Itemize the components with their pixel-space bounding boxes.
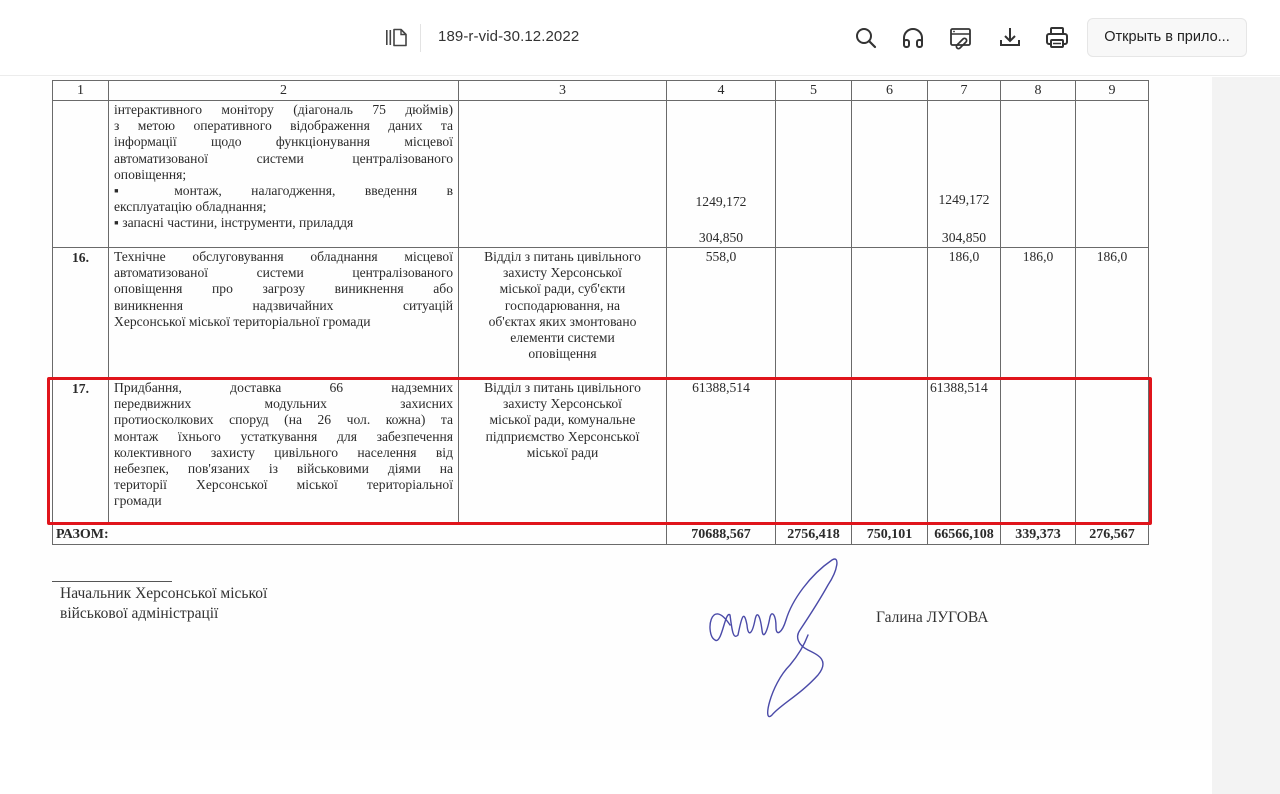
row-col4: 61388,514 — [667, 379, 776, 523]
executor-line: захисту Херсонської — [503, 265, 622, 281]
row-col5 — [776, 101, 852, 248]
column-header: 3 — [459, 81, 667, 101]
row-col6 — [852, 379, 928, 523]
description-line: з метою оперативного відображення даних та — [114, 118, 453, 134]
budget-table — [52, 80, 1149, 545]
description-line: оповіщення; — [114, 166, 187, 182]
viewer-toolbar — [0, 0, 1280, 76]
description-line: громади — [114, 493, 162, 509]
executor-line: господарювання, на — [504, 297, 621, 313]
row-col7: 186,0 — [928, 248, 1001, 379]
row-col4 — [667, 101, 776, 248]
row-executor — [459, 379, 667, 523]
row-index: 16. — [53, 248, 109, 379]
column-header: 5 — [776, 81, 852, 101]
col4-value: 304,850 — [698, 230, 744, 245]
executor-line: Відділ з питань цивільного — [484, 249, 641, 264]
description-line: протиосколкових споруд (на 26 чол. кожна) та — [114, 412, 453, 428]
row-description — [109, 101, 459, 248]
column-header: 4 — [667, 81, 776, 101]
executor-line: Відділ з питань цивільного — [484, 380, 641, 395]
row-col6 — [852, 101, 928, 248]
column-header: 9 — [1076, 81, 1149, 101]
total-label: РАЗОМ: — [53, 523, 667, 545]
executor-line: об'єктах яких змонтовано — [488, 313, 637, 329]
executor-line: міської ради, комунальне — [489, 412, 636, 428]
description-line: виникнення надзвичайних ситуацій — [114, 297, 453, 313]
description-line: колективного захисту цивільного населення від — [114, 444, 453, 460]
row-col8: 186,0 — [1001, 248, 1076, 379]
signature-rule — [52, 581, 172, 582]
search-icon[interactable] — [853, 25, 879, 51]
total-col8: 339,373 — [1001, 523, 1076, 545]
col7-value: 1249,172 — [938, 192, 990, 207]
toolbar-divider — [420, 24, 421, 52]
row-executor — [459, 248, 667, 379]
table-total-row — [53, 523, 1149, 545]
signatory-name: Галина ЛУГОВА — [876, 609, 989, 626]
column-header: 6 — [852, 81, 928, 101]
row-col4: 558,0 — [667, 248, 776, 379]
table-header-row — [53, 81, 1149, 101]
open-in-app-button[interactable]: Открыть в прило... — [1087, 18, 1247, 57]
row-executor — [459, 101, 667, 248]
executor-line: оповіщення — [528, 346, 597, 362]
executor-line: міської ради — [526, 444, 599, 460]
description-line: автоматизованої системи централізованого — [114, 265, 453, 281]
position-line: військової адміністрації — [60, 605, 219, 622]
edit-link-icon[interactable] — [948, 25, 974, 51]
document-title: 189-r-vid-30.12.2022 — [438, 28, 580, 45]
description-line: Технічне обслуговування обладнання місцевої — [114, 249, 453, 264]
column-header: 7 — [928, 81, 1001, 101]
table-row — [53, 101, 1149, 248]
description-line: оповіщення про загрозу виникнення або — [114, 281, 453, 297]
col4-value: 1249,172 — [695, 194, 747, 209]
executor-line: захисту Херсонської — [503, 396, 622, 412]
column-header: 2 — [109, 81, 459, 101]
description-line: експлуатацію обладнання; — [114, 199, 267, 215]
position-line: Начальник Херсонської міської — [60, 585, 268, 602]
description-line: інтерактивного монітору (діагональ 75 дюймів) — [114, 102, 453, 117]
description-line: передвижних модульних захисних — [114, 396, 453, 412]
row-col7: 61388,514 — [928, 379, 1001, 523]
row-index — [53, 101, 109, 248]
headphones-icon[interactable] — [900, 25, 926, 51]
download-icon[interactable] — [997, 25, 1023, 51]
total-col4: 70688,567 — [667, 523, 776, 545]
signatory-position — [60, 584, 267, 624]
row-col8 — [1001, 379, 1076, 523]
row-col5 — [776, 248, 852, 379]
description-line: монтаж їхнього устаткування для забезпечення — [114, 428, 453, 444]
description-line: небезпек, пов'язаних із військовими діями на — [114, 461, 453, 477]
column-header: 8 — [1001, 81, 1076, 101]
sidebar-document-icon[interactable] — [384, 27, 410, 49]
description-line: ▪ монтаж, налагодження, введення в — [114, 183, 453, 199]
row-col5 — [776, 379, 852, 523]
table-row — [53, 248, 1149, 379]
description-line: території Херсонської міської територіальної — [114, 477, 453, 493]
table-row-highlighted — [53, 379, 1149, 523]
description-line: інформації щодо функціонування місцевої — [114, 134, 453, 150]
description-line: ▪ запасні частини, інструменти, приладдя — [114, 215, 354, 231]
row-col6 — [852, 248, 928, 379]
row-col9: 186,0 — [1076, 248, 1149, 379]
row-description — [109, 248, 459, 379]
executor-line: підприємство Херсонської — [485, 428, 640, 444]
print-icon[interactable] — [1044, 25, 1070, 51]
total-col6: 750,101 — [852, 523, 928, 545]
executor-line: міської ради, суб'єкти — [499, 281, 626, 297]
row-col9 — [1076, 379, 1149, 523]
col7-value: 304,850 — [941, 230, 987, 245]
column-header: 1 — [53, 81, 109, 101]
row-description — [109, 379, 459, 523]
total-col9: 276,567 — [1076, 523, 1149, 545]
row-col9 — [1076, 101, 1149, 248]
description-line: автоматизованої системи централізованого — [114, 150, 453, 166]
row-col8 — [1001, 101, 1076, 248]
description-line: Придбання, доставка 66 надземних — [114, 380, 453, 395]
row-col7 — [928, 101, 1001, 248]
row-index: 17. — [53, 379, 109, 523]
total-col7: 66566,108 — [928, 523, 1001, 545]
total-col5: 2756,418 — [776, 523, 852, 545]
description-line: Херсонської міської територіальної громади — [114, 313, 371, 329]
viewer-side-area — [1212, 77, 1280, 794]
executor-line: елементи системи — [510, 330, 615, 346]
handwritten-signature-icon — [700, 555, 850, 720]
